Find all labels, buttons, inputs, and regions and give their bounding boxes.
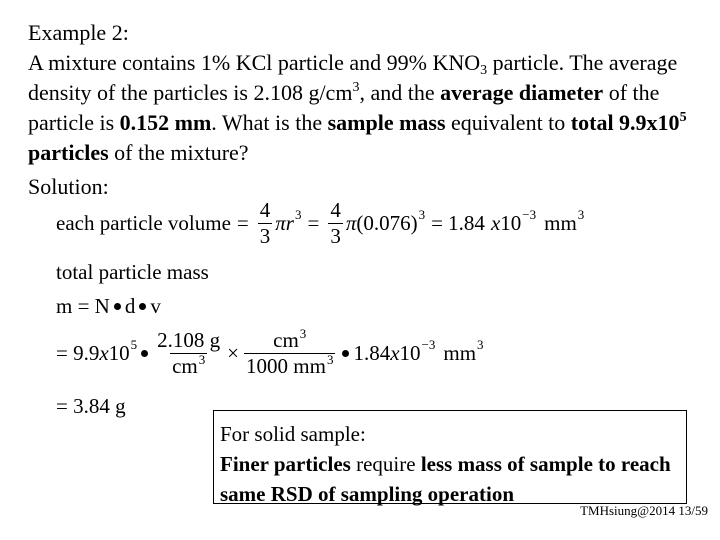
note-box	[213, 410, 687, 504]
fraction-density: $\frac{2.108 g}{cm^3}$	[157, 328, 221, 378]
fraction-four-thirds: $\frac{4}{3}$	[259, 198, 271, 248]
solution-label: Solution:	[28, 174, 109, 199]
example-body: A mixture contains 1% KCl particle and 99% $KNO_3$ particle. The average density of the particles is 2.108 $g/cm^3$, and the average diameter of the particle is 0.152 mm. What is the sample mass equivalent to total $9.9x10^5$ particles of the mixture?	[28, 50, 687, 165]
equation-particle-volume: each particle volume = $\frac{4}{3}$ πr 3 = $\frac{4}{3}$ π (0.076) 3 = 1.84 x 10 −3 mm 3	[56, 198, 585, 248]
bold-average-diameter: average diameter	[440, 80, 604, 105]
slide-footer: TMHsiung@2014 13/59	[580, 503, 708, 518]
fraction-four-thirds-2: $\frac{4}{3}$	[330, 198, 341, 248]
bold-diameter-value: 0.152 mm	[119, 110, 212, 135]
multiply-dot-icon	[114, 303, 121, 310]
note-body: Finer particles require less mass of sample to reach same RSD of sampling operation	[220, 452, 671, 506]
multiply-dot-icon	[342, 350, 349, 357]
multiply-dot-icon	[139, 303, 146, 310]
bold-sample-mass: sample mass	[327, 110, 446, 135]
equation-result: = 3.84 g	[56, 394, 126, 418]
example-title: Example 2:	[28, 20, 129, 45]
bold-total-particles: total $9.9x10^5$ particles	[28, 110, 687, 165]
fraction-unit-conversion: $\frac{cm^3}{1000 mm^3}$	[246, 326, 334, 378]
note-heading: For solid sample:	[220, 422, 366, 446]
equation-total-mass-label: total particle mass	[56, 260, 209, 284]
equation-m-n-d-v: m = N d v	[56, 294, 161, 318]
equation-mass-calculation: = 9.9 x 10 5 $\frac{2.108 g}{cm^3}$ × $\frac{cm^3}{1000 mm^3}$ 1.84 x 10 −3 mm 3	[56, 326, 484, 378]
example-statement	[28, 18, 688, 168]
multiply-dot-icon	[141, 350, 148, 357]
